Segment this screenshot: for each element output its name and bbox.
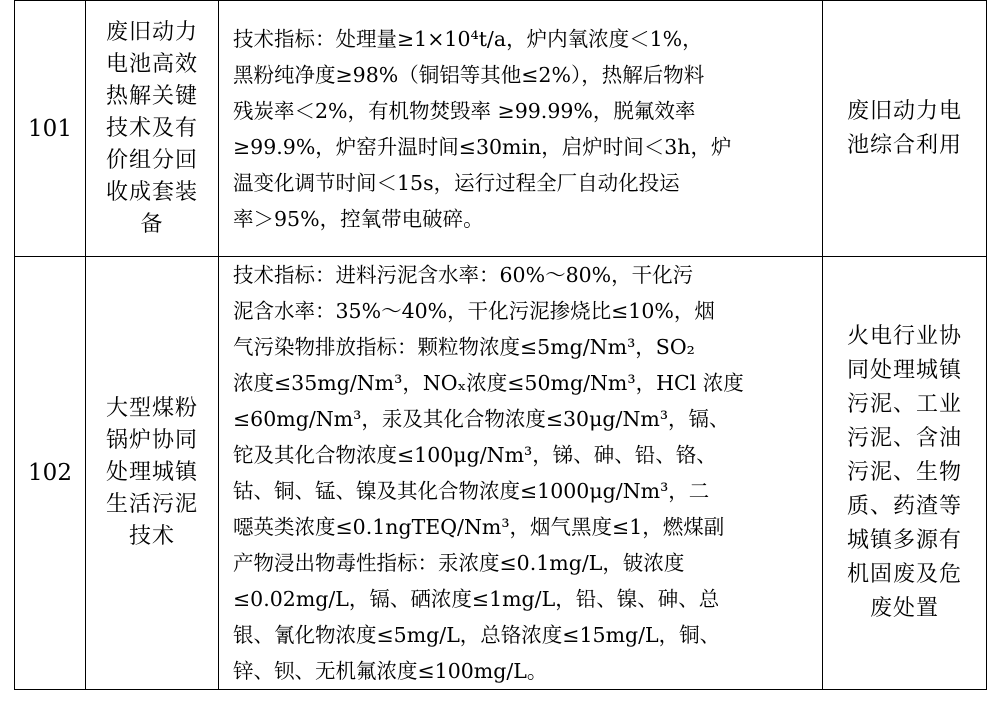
indicator-line: 产物浸出物毒性指标：汞浓度≤0.1mg/L，铍浓度	[233, 551, 685, 575]
indicator-line: ≤0.02mg/L，镉、硒浓度≤1mg/L，铅、镍、砷、总	[233, 587, 720, 611]
field-line: 污泥、工业	[846, 392, 962, 417]
table-row	[15, 1, 987, 257]
field-line: 城镇多源有	[846, 528, 962, 553]
indicator-line: ≥99.9%，炉窑升温时间≤30min，启炉时间＜3h，炉	[233, 134, 732, 159]
field-line: 火电行业协	[846, 324, 962, 349]
name-line: 热解关键	[105, 83, 198, 109]
indicator-line: 锌、钡、无机氟浓度≤100mg/L。	[233, 659, 548, 683]
name-line: 锅炉协同	[105, 428, 198, 453]
indicator-line: 浓度≤35mg/Nm³，NOₓ浓度≤50mg/Nm³，HCl 浓度	[233, 371, 744, 395]
name-line: 生活污泥	[105, 492, 198, 517]
indicator-line: 残炭率＜2%，有机物焚毁率 ≥99.99%，脱氟效率	[233, 98, 696, 123]
indicator-line: 钴、铜、锰、镍及其化合物浓度≤1000μg/Nm³，二	[233, 479, 710, 503]
indicator-line: 铊及其化合物浓度≤100μg/Nm³，锑、砷、铅、铬、	[233, 443, 717, 467]
name-line: 处理城镇	[105, 460, 198, 485]
field-line: 质、药渣等	[846, 494, 962, 519]
indicator-line: 泥含水率：35%～40%，干化污泥掺烧比≤10%，烟	[233, 299, 715, 323]
technical-indicators	[219, 257, 823, 690]
technology-name	[86, 1, 219, 257]
row-number: 101	[15, 1, 86, 257]
application-field	[823, 257, 987, 690]
indicator-line: 率＞95%，控氧带电破碎。	[233, 206, 484, 231]
indicator-line: 技术指标：处理量≥1×10⁴t/a，炉内氧浓度＜1%，	[233, 26, 703, 51]
indicator-line: ≤60mg/Nm³，汞及其化合物浓度≤30μg/Nm³，镉、	[233, 407, 730, 431]
field-line: 机固废及危	[846, 562, 962, 587]
field-line: 污泥、生物	[846, 460, 962, 485]
indicator-line: 温变化调节时间＜15s，运行过程全厂自动化投运	[233, 170, 680, 195]
indicator-line: 黑粉纯净度≥98%（铜铝等其他≤2%），热解后物料	[233, 62, 705, 87]
name-line: 技术	[128, 524, 175, 549]
field-line: 废旧动力电	[846, 98, 962, 124]
technology-name	[86, 257, 219, 690]
indicator-line: 气污染物排放指标：颗粒物浓度≤5mg/Nm³，SO₂	[233, 335, 695, 359]
name-line: 电池高效	[105, 51, 198, 77]
indicator-line: 银、氰化物浓度≤5mg/L，总铬浓度≤15mg/L，铜、	[233, 623, 721, 647]
name-line: 价组分回	[105, 147, 198, 173]
technical-indicators	[219, 1, 823, 257]
field-line: 污泥、含油	[846, 426, 962, 451]
name-line: 废旧动力	[105, 19, 198, 45]
indicator-line: 噁英类浓度≤0.1ngTEQ/Nm³，烟气黑度≤1，燃煤副	[233, 515, 725, 539]
name-line: 大型煤粉	[105, 396, 198, 421]
name-line: 备	[140, 211, 164, 237]
field-line: 废处置	[869, 596, 939, 621]
application-field	[823, 1, 987, 257]
table-row	[15, 257, 987, 690]
name-line: 收成套装	[105, 179, 198, 205]
field-line: 池综合利用	[846, 132, 962, 158]
name-line: 技术及有	[105, 115, 198, 141]
indicator-line: 技术指标：进料污泥含水率：60%～80%，干化污	[233, 263, 694, 287]
field-line: 同处理城镇	[846, 358, 962, 383]
row-number: 102	[15, 257, 86, 690]
technology-table	[14, 0, 987, 690]
